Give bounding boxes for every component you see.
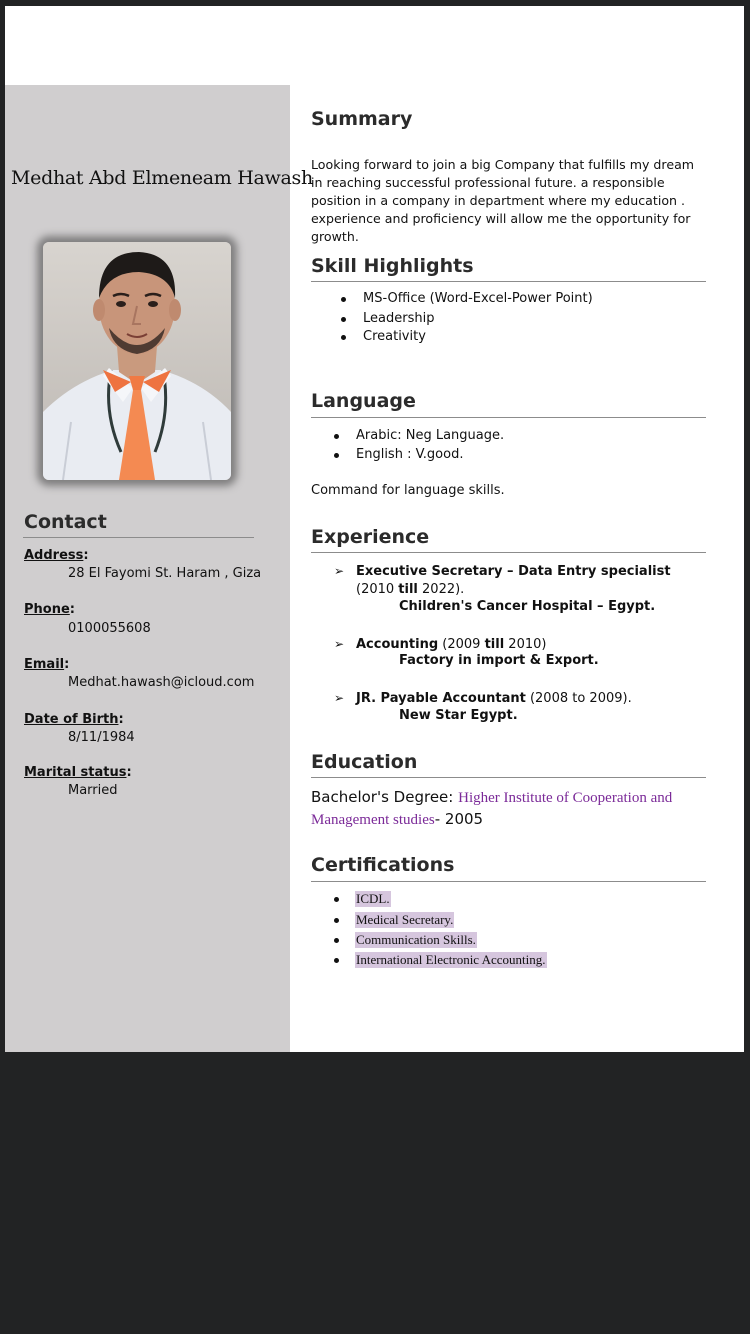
certification-item: ICDL.: [356, 891, 390, 906]
certifications-divider: [311, 881, 706, 882]
address-value: 28 El Fayomi St. Haram , Giza: [68, 566, 262, 581]
language-divider: [311, 417, 706, 418]
phone-value: 0100055608: [68, 621, 151, 636]
dob-value: 8/11/1984: [68, 730, 135, 745]
bullet-icon: [334, 434, 339, 439]
experience-company: Factory in import & Export.: [399, 653, 599, 668]
skills-heading: Skill Highlights: [311, 255, 474, 277]
dob-label: Date of Birth:: [24, 712, 124, 727]
experience-heading: Experience: [311, 526, 430, 548]
education-institute: Higher Institute of Cooperation and Management studies: [311, 790, 673, 828]
certification-item: Medical Secretary.: [356, 912, 454, 927]
arrow-bullet-icon: ➢: [334, 637, 345, 651]
address-label: Address:: [24, 548, 89, 563]
experience-company: New Star Egypt.: [399, 708, 518, 723]
language-heading: Language: [311, 390, 416, 412]
experience-item: Executive Secretary – Data Entry specialist (2010 till 2022).: [356, 564, 671, 597]
certification-item: Communication Skills.: [356, 932, 476, 947]
skill-item: Leadership: [363, 311, 435, 326]
arrow-bullet-icon: ➢: [334, 564, 345, 578]
contact-divider: [23, 537, 254, 538]
bullet-icon: [341, 335, 346, 340]
contact-heading: Contact: [24, 511, 107, 533]
bullet-icon: [334, 918, 339, 923]
email-label: Email:: [24, 657, 70, 672]
education-divider: [311, 777, 706, 778]
skills-divider: [311, 281, 706, 282]
bullet-icon: [334, 938, 339, 943]
bullet-icon: [334, 958, 339, 963]
experience-divider: [311, 552, 706, 553]
language-item: English : V.good.: [356, 447, 464, 462]
language-item: Arabic: Neg Language.: [356, 428, 505, 443]
bullet-icon: [341, 317, 346, 322]
education-text: Bachelor's Degree: Higher Institute of Cooperation and Management studies- 2005: [311, 788, 673, 828]
experience-item: Accounting (2009 till 2010): [356, 637, 547, 652]
experience-company: Children's Cancer Hospital – Egypt.: [399, 599, 656, 614]
experience-item: JR. Payable Accountant (2008 to 2009).: [356, 691, 632, 706]
candidate-name: Medhat Abd Elmeneam Hawash: [11, 167, 313, 189]
education-heading: Education: [311, 751, 418, 773]
language-note: Command for language skills.: [311, 483, 505, 498]
bullet-icon: [334, 897, 339, 902]
email-value: Medhat.hawash@icloud.com: [68, 675, 255, 690]
bullet-icon: [341, 297, 346, 302]
certifications-heading: Certifications: [311, 854, 455, 876]
marital-label: Marital status:: [24, 765, 132, 780]
certification-item: International Electronic Accounting.: [356, 952, 546, 967]
skill-item: Creativity: [363, 329, 426, 344]
summary-text: Looking forward to join a big Company that fulfills my dream in reaching successful professional future. a responsible position in a company in department where my education . experience and proficiency will allow me the opportunity for growth.: [311, 157, 695, 244]
resume-page: [5, 6, 744, 1052]
marital-value: Married: [68, 783, 118, 798]
bullet-icon: [334, 453, 339, 458]
summary-heading: Summary: [311, 108, 413, 130]
profile-photo: [43, 242, 231, 480]
skill-item: MS-Office (Word-Excel-Power Point): [363, 291, 593, 306]
phone-label: Phone:: [24, 602, 75, 617]
arrow-bullet-icon: ➢: [334, 691, 345, 705]
